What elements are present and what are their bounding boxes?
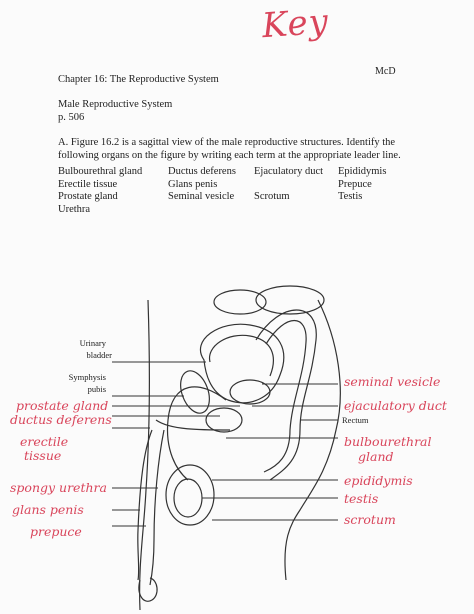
label-pubis: pubis [87, 384, 106, 394]
term: Ductus deferens [168, 166, 236, 177]
answer-prepuce: prepuce [30, 524, 82, 539]
label-symphysis: Symphysis [68, 372, 106, 382]
term: Ejaculatory duct [254, 166, 324, 177]
answer-erectile: erectile [20, 434, 69, 449]
anatomy-line-art [138, 286, 341, 610]
answer-ductus-deferens: ductus deferens [10, 412, 112, 427]
term: Prepuce [338, 178, 372, 190]
answer-spongy-urethra: spongy urethra [10, 480, 107, 495]
posterior-body-contour [285, 300, 340, 580]
handwritten-key-title: Key [260, 1, 331, 47]
answer-seminal-vesicle: seminal vesicle [344, 374, 441, 389]
term: Testis [338, 191, 363, 202]
term: Seminal vesicle [168, 191, 235, 202]
anterior-body-contour [140, 300, 150, 610]
label-urinary: Urinary [79, 338, 106, 348]
label-rectum: Rectum [342, 415, 369, 425]
answer-testis: testis [344, 491, 379, 506]
term: Urethra [58, 203, 91, 215]
penis-lower-contour [150, 430, 164, 585]
term: Prostate gland [58, 191, 118, 202]
section-heading [58, 98, 172, 124]
term-column [58, 166, 142, 216]
section-title: Male Reproductive System [58, 99, 173, 110]
term-column [168, 166, 236, 204]
prostate-shape [206, 408, 242, 432]
sagittal-anatomy-figure [0, 280, 474, 614]
term: Bulbourethral gland [58, 166, 143, 177]
rectum-outline [256, 310, 316, 480]
answer-prostate-gland: prostate gland [16, 398, 109, 413]
author-initials: McD [375, 66, 396, 77]
answer-gland: gland [358, 449, 394, 464]
answer-scrotum: scrotum [344, 512, 396, 527]
intestine-loop [214, 290, 266, 314]
instructions: A. Figure 16.2 is a sagittal view of the male reproductive structures. Identify the following organs on the figure by writing each term at the appropriate leader line. [58, 137, 401, 161]
term [254, 179, 323, 192]
term: Epididymis [338, 166, 387, 177]
term: Scrotum [254, 191, 290, 202]
answer-bulbourethral: bulbourethral [344, 434, 432, 449]
scrotum-shape [166, 465, 214, 525]
testis-shape [174, 479, 202, 517]
label-bladder: bladder [86, 350, 112, 360]
term-column [338, 166, 386, 204]
term-column [254, 166, 323, 204]
chapter-heading: Chapter 16: The Reproductive System [58, 74, 219, 85]
rectum-inner [264, 321, 306, 473]
term: Glans penis [168, 178, 218, 190]
answer-tissue: tissue [24, 448, 62, 463]
answer-glans-penis: glans penis [12, 502, 84, 517]
answer-epididymis: epididymis [344, 473, 413, 488]
page-reference: p. 506 [58, 112, 85, 123]
glans-shape [139, 578, 157, 601]
answer-ejaculatory-duct: ejaculatory duct [344, 398, 447, 413]
term: Erectile tissue [58, 178, 118, 190]
bladder-inner [210, 335, 274, 376]
symphysis-pubis-shape [175, 367, 214, 417]
